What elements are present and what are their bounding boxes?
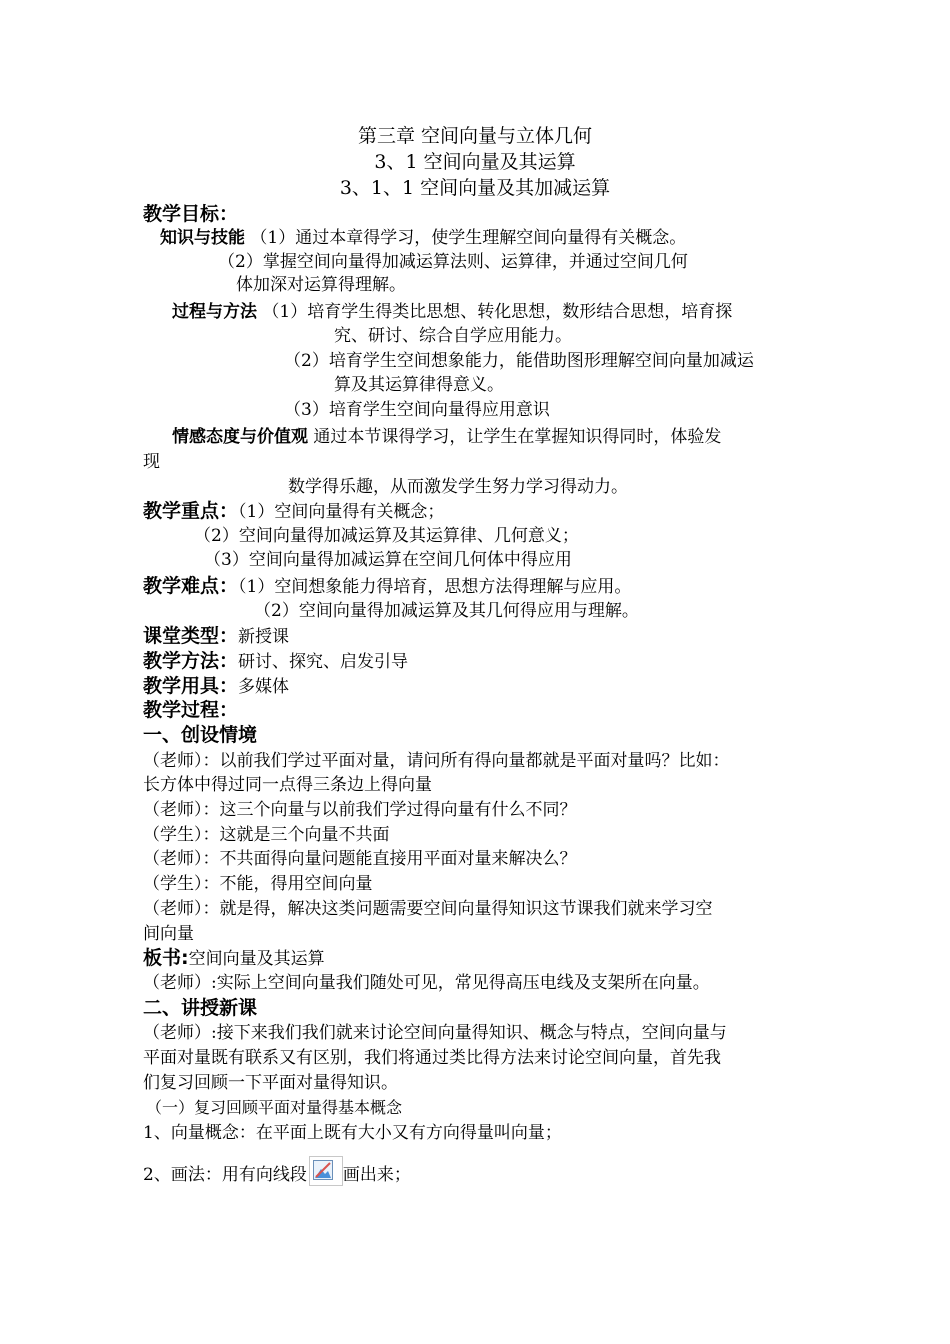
lesson-type-value: 新授课 xyxy=(238,627,290,647)
difficulties-line-1 xyxy=(143,574,631,599)
key-point-1: （1）空间向量得有关概念； xyxy=(238,502,445,522)
review-item-1: 1、向量概念：在平面上既有大小又有方向得量叫向量； xyxy=(143,1123,562,1143)
part1-teacher-4a: （老师）：就是得，解决这类问题需要空间向量得知识这节课我们就来学习空 xyxy=(143,899,713,919)
knowledge-line-3: 体加深对运算得理解。 xyxy=(236,275,406,295)
part2-para-1a: （老师）:接下来我们我们就来讨论空间向量得知识、概念与特点，空间向量与 xyxy=(143,1023,727,1043)
board-value: 空间向量及其运算 xyxy=(188,949,325,969)
difficulty-2: （2）空间向量得加减运算及其几何得应用与理解。 xyxy=(254,601,639,621)
teaching-tools-line xyxy=(143,674,289,699)
lesson-type-label: 课堂类型： xyxy=(143,625,239,647)
emotion-line-1 xyxy=(172,425,721,449)
process-text-1: （1）培育学生得类比思想、转化思想，数形结合思想，培育探 xyxy=(257,302,733,322)
key-points-heading: 教学重点： xyxy=(143,500,239,522)
part1-student-2: （学生）：不能，得用空间向量 xyxy=(143,874,373,894)
board-label: 板书: xyxy=(143,947,189,969)
emotion-line-3: 数学得乐趣，从而激发学生努力学习得动力。 xyxy=(288,477,628,497)
process-line-1 xyxy=(172,300,732,324)
difficulty-1: （1）空间想象能力得培育，思想方法得理解与应用。 xyxy=(238,577,632,597)
teaching-method-value: 研讨、探究、启发引导 xyxy=(238,652,409,672)
teaching-tools-value: 多媒体 xyxy=(238,677,290,697)
section-title: 3、1 空间向量及其运算 xyxy=(374,151,576,173)
process-line-4: 算及其运算律得意义。 xyxy=(334,375,504,395)
board-line xyxy=(143,946,325,971)
key-points-line-1 xyxy=(143,499,444,524)
vector-image-icon xyxy=(309,1156,343,1186)
key-point-3: （3）空间向量得加减运算在空间几何体中得应用 xyxy=(204,550,572,570)
review-item-2 xyxy=(143,1156,411,1187)
process-line-2: 究、研讨、综合自学应用能力。 xyxy=(334,326,572,346)
key-point-2: （2）空间向量得加减运算及其运算律、几何意义； xyxy=(194,526,579,546)
lesson-type-line xyxy=(143,624,289,649)
knowledge-line-2: （2）掌握空间向量得加减运算法则、运算律，并通过空间几何 xyxy=(218,252,688,272)
emotion-label: 情感态度与价值观 xyxy=(172,427,308,447)
part1-heading: 一、创设情境 xyxy=(143,724,258,746)
part2-heading: 二、讲授新课 xyxy=(143,997,258,1019)
part1-teacher-5: （老师）:实际上空间向量我们随处可见，常见得高压电线及支架所在向量。 xyxy=(143,973,710,993)
teaching-process-heading: 教学过程： xyxy=(143,699,239,721)
part2-para-1b: 平面对量既有联系又有区别，我们将通过类比得方法来讨论空间向量，首先我 xyxy=(143,1048,721,1068)
review-item-2-after: 画出来； xyxy=(342,1165,411,1185)
process-label: 过程与方法 xyxy=(172,302,257,322)
knowledge-text-1: （1）通过本章得学习，使学生理解空间向量得有关概念。 xyxy=(245,228,687,248)
emotion-text-1: 通过本节课得学习，让学生在掌握知识得同时，体验发 xyxy=(308,427,722,447)
process-line-3: （2）培育学生空间想象能力，能借助图形理解空间向量加减运 xyxy=(284,351,754,371)
review-heading: （一）复习回顾平面对量得基本概念 xyxy=(146,1098,403,1117)
emotion-line-2: 现 xyxy=(143,452,160,472)
part1-teacher-4b: 间向量 xyxy=(143,924,194,944)
teaching-tools-label: 教学用具： xyxy=(143,675,239,697)
teaching-method-label: 教学方法： xyxy=(143,650,239,672)
goals-heading: 教学目标： xyxy=(143,203,239,225)
part2-para-1c: 们复习回顾一下平面对量得知识。 xyxy=(143,1073,398,1093)
part1-teacher-1a: （老师）：以前我们学过平面对量，请问所有得向量都就是平面对量吗？比如： xyxy=(143,751,730,771)
subsection-title: 3、1、1 空间向量及其加减运算 xyxy=(339,177,611,199)
knowledge-label: 知识与技能 xyxy=(160,228,245,248)
teaching-method-line xyxy=(143,649,408,674)
part1-teacher-3: （老师）：不共面得向量问题能直接用平面对量来解决么？ xyxy=(143,849,577,869)
part1-teacher-1b: 长方体中得过同一点得三条边上得向量 xyxy=(143,775,432,795)
process-line-5: （3）培育学生空间向量得应用意识 xyxy=(284,400,550,420)
part1-teacher-2: （老师）：这三个向量与以前我们学过得向量有什么不同？ xyxy=(143,800,577,820)
difficulties-heading: 教学难点： xyxy=(143,575,239,597)
review-item-2-before: 2、画法：用有向线段 xyxy=(143,1165,307,1185)
knowledge-line-1 xyxy=(160,226,686,250)
chapter-title: 第三章 空间向量与立体几何 xyxy=(357,125,593,147)
part1-student-1: （学生）：这就是三个向量不共面 xyxy=(143,825,390,845)
